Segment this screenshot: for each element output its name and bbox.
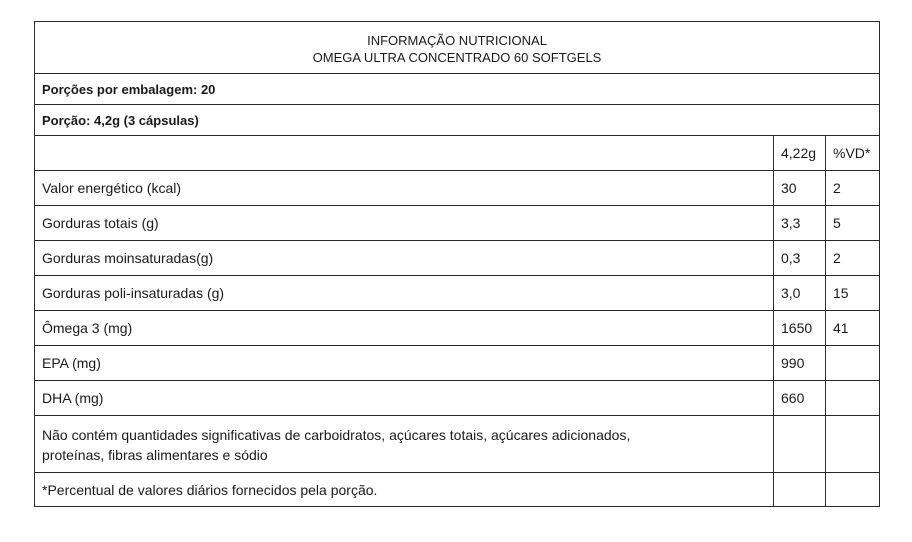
table-row bbox=[35, 346, 880, 381]
table-row bbox=[35, 381, 880, 416]
nutrition-facts-table bbox=[34, 21, 880, 507]
footnote-row bbox=[35, 473, 880, 507]
nutrient-dv: 2 bbox=[826, 171, 880, 206]
column-header-row bbox=[35, 136, 880, 171]
nutrient-dv bbox=[826, 346, 880, 381]
table-row bbox=[35, 276, 880, 311]
serving-size: Porção: 4,2g (3 cápsulas) bbox=[35, 105, 880, 136]
nutrient-label: Gorduras moinsaturadas(g) bbox=[35, 241, 774, 276]
header-dv: %VD* bbox=[826, 136, 880, 171]
table-title bbox=[35, 22, 880, 74]
table-row bbox=[35, 311, 880, 346]
nutrient-amount: 0,3 bbox=[774, 241, 826, 276]
title-line-2: OMEGA ULTRA CONCENTRADO 60 SOFTGELS bbox=[312, 49, 602, 65]
empty-cell bbox=[826, 473, 880, 507]
nutrient-dv: 41 bbox=[826, 311, 880, 346]
nutrient-label: Ômega 3 (mg) bbox=[35, 311, 774, 346]
servings-per-package: Porções por embalagem: 20 bbox=[35, 74, 880, 105]
empty-cell bbox=[774, 416, 826, 473]
disclaimer-row bbox=[35, 416, 880, 473]
disclaimer-line-1: Não contém quantidades significativas de carboidratos, açúcares totais, açúcares adicionados, bbox=[42, 427, 631, 443]
table-row bbox=[35, 241, 880, 276]
nutrient-amount: 660 bbox=[774, 381, 826, 416]
nutrient-label: Gorduras totais (g) bbox=[35, 206, 774, 241]
disclaimer-text bbox=[35, 416, 774, 473]
empty-cell bbox=[826, 416, 880, 473]
nutrient-amount: 3,0 bbox=[774, 276, 826, 311]
nutrient-label: DHA (mg) bbox=[35, 381, 774, 416]
footnote-text: *Percentual de valores diários fornecidos pela porção. bbox=[35, 473, 774, 507]
nutrient-label: Valor energético (kcal) bbox=[35, 171, 774, 206]
nutrient-amount: 3,3 bbox=[774, 206, 826, 241]
nutrient-amount: 30 bbox=[774, 171, 826, 206]
table-row bbox=[35, 171, 880, 206]
nutrient-label: EPA (mg) bbox=[35, 346, 774, 381]
nutrient-amount: 1650 bbox=[774, 311, 826, 346]
header-amount: 4,22g bbox=[774, 136, 826, 171]
nutrient-label: Gorduras poli-insaturadas (g) bbox=[35, 276, 774, 311]
table-row bbox=[35, 206, 880, 241]
servings-row bbox=[35, 74, 880, 105]
nutrient-dv: 15 bbox=[826, 276, 880, 311]
empty-cell bbox=[774, 473, 826, 507]
header-label bbox=[35, 136, 774, 171]
nutrient-dv: 2 bbox=[826, 241, 880, 276]
serving-size-row bbox=[35, 105, 880, 136]
nutrient-dv: 5 bbox=[826, 206, 880, 241]
disclaimer-line-2: proteínas, fibras alimentares e sódio bbox=[42, 447, 268, 463]
table-title-row bbox=[35, 22, 880, 74]
nutrient-amount: 990 bbox=[774, 346, 826, 381]
title-line-1: INFORMAÇÃO NUTRICIONAL bbox=[367, 32, 547, 48]
nutrient-dv bbox=[826, 381, 880, 416]
